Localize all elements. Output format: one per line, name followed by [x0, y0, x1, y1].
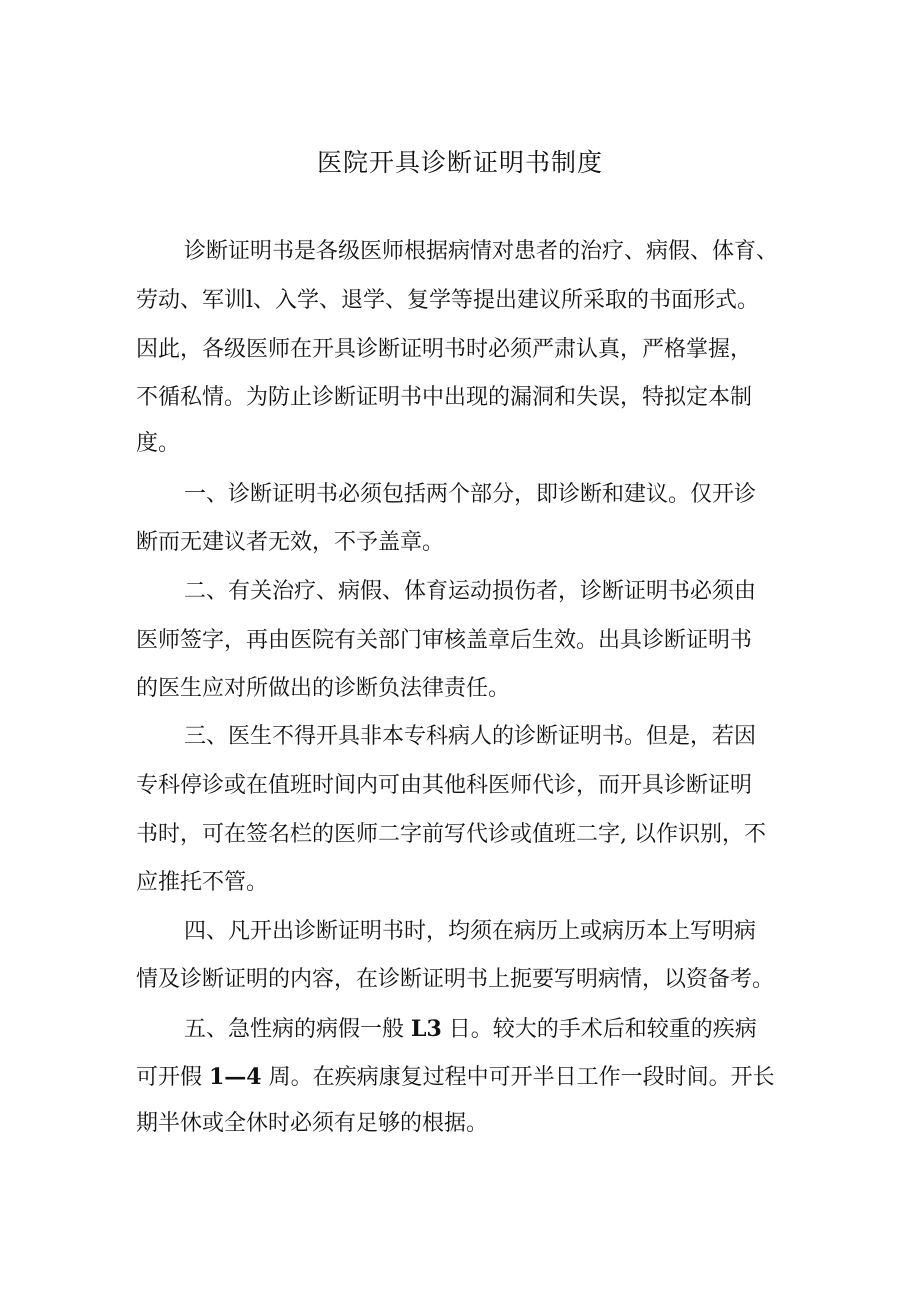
sick-leave-days: L3 [411, 1016, 442, 1042]
paragraph-item-3-line-2: 专科停诊或在值班时间内可由其他科医师代诊，而开具诊断证明 [136, 773, 753, 798]
paragraph-item-5-line-3: 期半休或全休时必须有足够的根据。 [136, 1111, 489, 1136]
item-5-line-2-pre: 可开假 [136, 1065, 209, 1090]
sick-leave-weeks: 1—4 [209, 1064, 262, 1090]
paragraph-item-4-line-2: 情及诊断证明的内容，在诊断证明书上扼要写明病情，以资备考。 [136, 967, 775, 992]
paragraph-item-5-line-1 [184, 1014, 796, 1044]
paragraph-intro-line-4: 不循私情。为防止诊断证明书中出现的漏洞和失误，特拟定本制 [136, 385, 753, 410]
paragraph-item-4-line-1: 四、凡开出诊断证明书时，均须在病历上或病历本上写明病 [184, 919, 757, 944]
paragraph-item-1-line-2: 断而无建议者无效，不予盖章。 [136, 530, 445, 555]
item-5-line-1-post: 日。较大的手术后和较重的疾病 [441, 1017, 757, 1042]
paragraph-item-3-line-3: 书时，可在签名栏的医师二字前写代诊或值班二字, 以作识别，不 [136, 822, 766, 847]
paragraph-intro-line-2: 劳动、军训l、入学、退学、复学等提出建议所采取的书面形式。 [136, 288, 760, 313]
paragraph-item-2-line-3: 的医生应对所做出的诊断负法律责任。 [136, 676, 511, 701]
item-5-line-2-post: 周。在疾病康复过程中可开半日工作一段时间。开长 [261, 1065, 775, 1090]
paragraph-item-3-line-4: 应推托不管。 [136, 870, 269, 895]
paragraph-intro-line-5: 度。 [136, 431, 181, 456]
item-5-line-1-pre: 五、急性病的病假一般 [184, 1017, 411, 1042]
paragraph-item-2-line-2: 医师签字，再由医院有关部门审核盖章后生效。出具诊断证明书 [136, 628, 753, 653]
document-title: 医院开具诊断证明书制度 [316, 148, 603, 177]
paragraph-item-5-line-2 [136, 1062, 796, 1092]
paragraph-intro-line-3: 因此，各级医师在开具诊断证明书时必须严肃认真，严格掌握， [136, 337, 753, 362]
paragraph-item-2-line-1: 二、有关治疗、病假、体育运动损伤者，诊断证明书必须由 [184, 579, 757, 604]
paragraph-item-1-line-1: 一、诊断证明书必须包括两个部分，即诊断和建议。仅开诊 [184, 482, 757, 507]
paragraph-item-3-line-1: 三、医生不得开具非本专科病人的诊断证明书。但是，若因 [184, 724, 757, 749]
paragraph-intro-line-1: 诊断证明书是各级医师根据病情对患者的治疗、病假、体育、 [184, 239, 779, 264]
